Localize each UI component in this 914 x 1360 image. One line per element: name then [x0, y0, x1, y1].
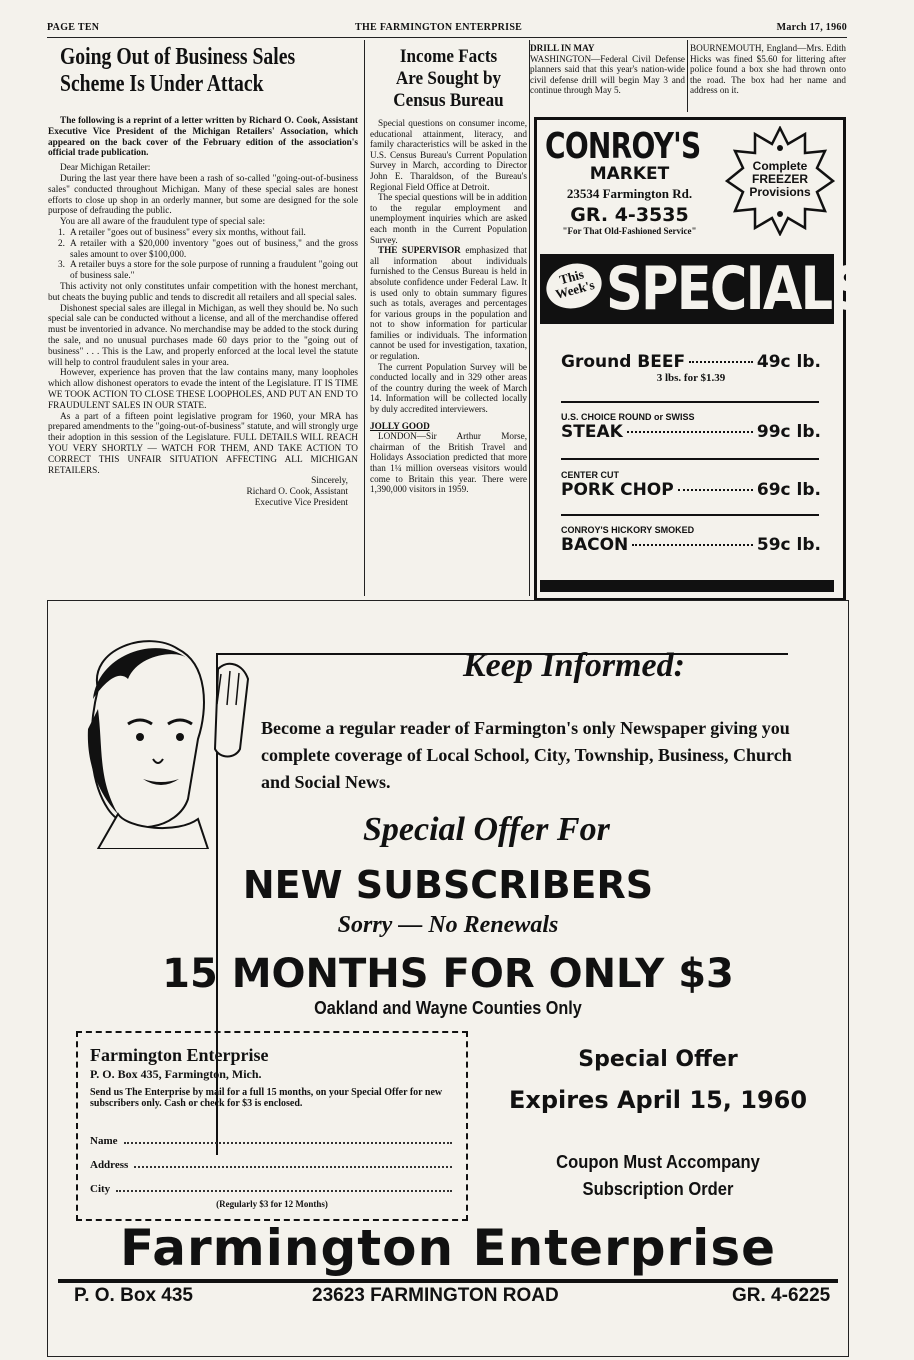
footer-address: 23623 FARMINGTON ROAD: [312, 1285, 559, 1306]
signature-line: Sincerely,: [311, 476, 348, 487]
woman-illustration-icon: [58, 629, 263, 849]
list-item: 3. A retailer buys a store for the sole purpose of running a fraudulent "going out of business sale.": [58, 260, 358, 282]
coupon-name-field[interactable]: Name: [90, 1135, 452, 1147]
article2-subhead: THE SUPERVISOR: [378, 245, 461, 256]
article1-headline: [60, 44, 363, 98]
conroy-phone: GR. 4-3535: [570, 204, 689, 226]
article2-subhead-jolly-good: JOLLY GOOD: [370, 420, 430, 431]
article2-headline-line2: Are Sought by: [395, 68, 502, 89]
list-item: 1. A retailer "goes out of business" every six months, without fail.: [58, 227, 306, 238]
article2-body: [370, 118, 527, 495]
article1-paragraph: However, experience has proven that the law contains many, many loopholes which allow dishonest operators to evade the intent of the Legislature. IT IS TIME WE TOOK ACTION TO CLOSE THESE LOOPHOLES, AND PUT AN END TO FRAUDULENT SALES IN OUR STATE.: [48, 368, 358, 411]
article2-headline-line3: Census Bureau: [393, 90, 504, 111]
brief1-text: WASHINGTON—Federal Civil Defense planners said that this year's nation-wide civil defense drill will begin May 3 and continue through May 5.: [530, 53, 685, 96]
conroy-address: 23534 Farmington Rd.: [566, 186, 693, 201]
starburst-icon: [725, 126, 835, 236]
no-renewals-text: Sorry — No Renewals: [337, 912, 559, 938]
signature-line: Richard O. Cook, Assistant: [246, 487, 348, 498]
brief1-title: DRILL IN MAY: [530, 43, 595, 53]
item-divider: [561, 401, 819, 403]
burst-text: Complete FREEZER Provisions: [749, 159, 811, 199]
specials-word: SPECIALS: [606, 254, 867, 324]
new-subscribers-heading: NEW SUBSCRIBERS: [242, 863, 654, 907]
article1-paragraph: This activity not only constitutes unfair competition with the honest merchant, but cheats the buying public and tends to discredit all retailers and all special sales.: [48, 281, 358, 303]
article2-paragraph: The special questions will be in addition to the regular employment and unemployment inquiries which are asked each month in the Current Population Survey.: [370, 192, 527, 245]
article2-paragraph: LONDON—Sir Arthur Morse, chairman of the British Travel and Holidays Association predicted that more than 1¼ million overseas visitors would come to Britain this year. There were 1,390,000 visitors in 1959.: [370, 431, 527, 495]
brief-drill-in-may: [530, 43, 685, 96]
article1-headline-line2: Scheme Is Under Attack: [60, 71, 264, 97]
conroy-market: MARKET: [589, 164, 670, 184]
special-item: CENTER CUT PORK CHOP 69c lb.: [561, 470, 821, 500]
coupon-city-field[interactable]: City: [90, 1183, 452, 1195]
article1-salutation: Dear Michigan Retailer:: [60, 163, 151, 174]
brief-bournemouth: [690, 43, 846, 96]
article1-body: [48, 116, 358, 509]
special-item: CONROY'S HICKORY SMOKED BACON 59c lb.: [561, 525, 821, 555]
conroys-market-ad: [534, 117, 867, 601]
footer-rule: [58, 1279, 838, 1283]
article1-paragraph: During the last year there have been a rash of so-called "going-out-of-business sales" conducted throughout Michigan. Many of these special sales are honest efforts to close up shop in an orderly manner, but some are designed for the sole purpose of defrauding the public.: [48, 173, 358, 217]
coupon-regular-price: (Regularly $3 for 12 Months): [216, 1199, 328, 1209]
coupon-address-field[interactable]: Address: [90, 1159, 452, 1171]
page-number: PAGE TEN: [47, 22, 100, 33]
coupon-name: Farmington Enterprise: [90, 1045, 269, 1065]
special-item: U.S. CHOICE ROUND or SWISS STEAK 99c lb.: [561, 412, 821, 442]
coupon-must-text: Coupon Must Accompany Subscription Order: [556, 1152, 760, 1199]
article2-paragraph: Special questions on consumer income, educational attainment, literacy, and family characteristics will be asked in the U.S. Census Bureau's Current Population Survey in March, according to Director John E. Tharaldson, of the Bureau's Regional Field Office at Detroit.: [370, 118, 527, 192]
item-divider: [561, 514, 819, 516]
special-offer-label: Special Offer: [578, 1047, 738, 1072]
article2-headline-line1: Income Facts: [399, 46, 498, 67]
article1-paragraph: Dishonest special sales are illegal in Michigan, as well they should be. No such special sale can be conducted without a license, and all of the merchandise offered must be inventoried in advance. No merchandise may be added to the stock during the sale, and no unusual purchases made 60 days prior to the "going out of business" . . . This is the Law, and properly enforced at the local level the statute will help to control fraudulent sales in your area.: [48, 303, 358, 368]
conroy-name: CONROY'S: [545, 126, 701, 167]
article2-headline: [378, 46, 519, 112]
conroy-slogan: "For That Old-Fashioned Service": [562, 226, 697, 236]
article-census-bureau: [370, 46, 527, 495]
column-divider: [364, 40, 365, 596]
this-weeks-label: This Week's: [541, 258, 606, 315]
special-offer-heading: Special Offer For: [363, 811, 610, 848]
article1-headline-line1: Going Out of Business Sales: [60, 44, 296, 70]
coupon-box: P. O. Box 435, Farmington, Mich.: [90, 1067, 262, 1081]
counties-only-text: Oakland and Wayne Counties Only: [314, 998, 582, 1018]
article2-paragraph: THE SUPERVISOR emphasized that all information about individuals furnished to the Census Bureau is held in absolute confidence under Federal Law. It is used only to obtain summary figures such as totals, averages and percentages for various groups in the population and not to show information for particular families or individuals. The information cannot be used for investigation, taxation, or regulation.: [370, 245, 527, 362]
article-going-out-of-business: [48, 44, 358, 508]
paper-name: THE FARMINGTON ENTERPRISE: [355, 22, 523, 33]
article1-paragraph: As a part of a fifteen point legislative program for 1960, your MRA has prepared amendments to the "going-out-of-business" statute, and will strongly urge their adoption in this session of the Legislature. FULL DETAILS WILL REACH YOU VERY SHORTLY — WATCH FOR THEM, AND TAKE ACTION TO CORRECT THIS UNFAIR SITUATION AFFECTING ALL MICHIGAN RETAILERS.: [48, 411, 358, 476]
article1-intro: The following is a reprint of a letter written by Richard O. Cook, Assistant Executive Vice President of the Michigan Retailers' Association, which appeared on the back cover of the February edition of the association's official trade publication.: [48, 116, 358, 159]
signature-line: Executive Vice President: [254, 497, 348, 508]
article1-paragraph: You are all aware of the fraudulent type of special sale:: [60, 217, 266, 228]
ad-bottom-bar: [540, 580, 834, 592]
footer-po-box: P. O. Box 435: [74, 1285, 193, 1306]
header-rule: [47, 37, 847, 38]
coupon-text: Send us The Enterprise by mail for a full 15 months, on your Special Offer for new subscribers only. Cash or check for $3 is enclosed.: [90, 1087, 443, 1109]
subscription-coupon: [76, 1031, 468, 1221]
specials-banner: [540, 254, 867, 324]
become-reader-text: Become a regular reader of Farmington's only Newspaper giving you complete coverage of Local School, City, Township, Business, Church and Social News.: [261, 718, 792, 792]
expires-label: Expires April 15, 1960: [508, 1086, 808, 1114]
column-divider: [687, 40, 688, 112]
farmington-enterprise-logo: Farmington Enterprise: [120, 1219, 776, 1277]
issue-date: March 17, 1960: [776, 22, 847, 33]
subscription-promo-ad: [47, 600, 849, 1357]
keep-informed-heading: Keep Informed:: [463, 647, 685, 684]
brief2-text: BOURNEMOUTH, England—Mrs. Edith Hicks was fined $5.60 for littering after police found a box she had thrown onto the road. The box had her name and address on it.: [690, 43, 846, 96]
item-divider: [561, 458, 819, 460]
list-item: 2. A retailer with a $20,000 inventory "goes out of business," and the gross sales amount to over $100,000.: [58, 238, 358, 260]
article2-paragraph: The current Population Survey will be conducted locally and in 329 other areas of the country during the week of March 14. Information will be collected locally by duly accredited interviewers.: [370, 361, 527, 415]
column-divider: [529, 40, 530, 596]
footer-phone: GR. 4-6225: [732, 1285, 831, 1306]
page-header: [47, 22, 847, 38]
months-offer-heading: 15 MONTHS FOR ONLY $3: [162, 951, 734, 997]
special-item: Ground BEEF 49c lb. 3 lbs. for $1.39: [561, 352, 821, 384]
